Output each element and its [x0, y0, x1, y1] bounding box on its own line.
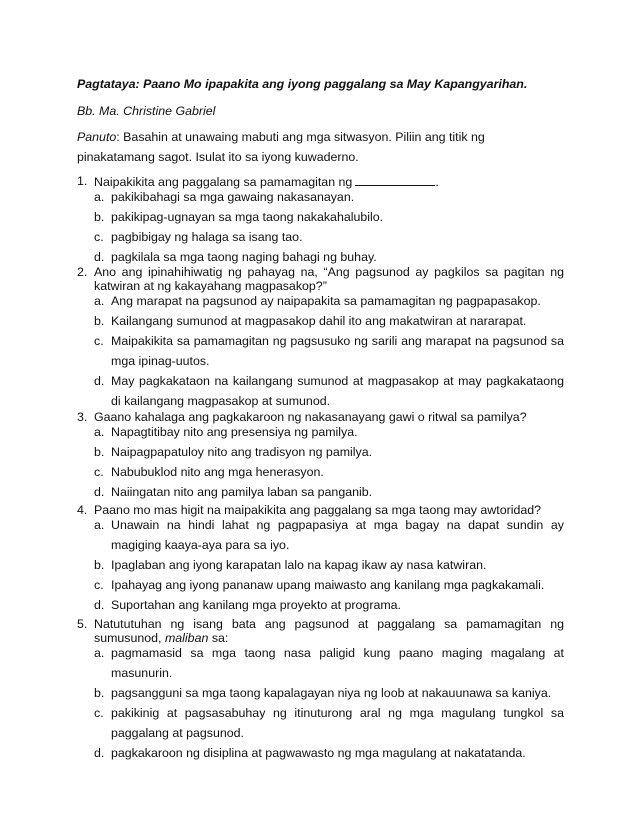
question-text-end: . — [435, 175, 439, 189]
option-letter: d. — [94, 374, 105, 388]
option-c — [94, 575, 564, 595]
option-text: pakikibahagi sa mga gawaing nakasanayan. — [111, 190, 355, 204]
option-letter: b. — [94, 686, 105, 700]
option-b — [94, 683, 564, 703]
option-letter: d. — [94, 598, 105, 612]
question-text: Natututuhan ng isang bata ang pagsunod at paggalang sa pamamagitan ng sumusunod, — [94, 617, 564, 645]
question-text-end: sa: — [208, 631, 229, 645]
option-c — [94, 703, 564, 743]
option-letter: d. — [94, 746, 105, 760]
option-text: pagkakaroon ng disiplina at pagwawasto ng mga magulang at nakatatanda. — [111, 746, 526, 760]
option-d — [94, 482, 564, 502]
option-letter: b. — [94, 445, 105, 459]
option-letter: c. — [94, 334, 104, 348]
option-letter: a. — [94, 294, 105, 308]
instructions-label: Panuto — [77, 130, 117, 144]
question-emphasis: maliban — [164, 631, 209, 645]
answer-blank — [355, 174, 435, 186]
option-text: pagsangguni sa mga taong kapalagayan niya ng loob at nakauunawa sa kaniya. — [111, 686, 552, 700]
option-text: Kailangang sumunod at magpasakop dahil ito ang makatwiran at nararapat. — [111, 314, 527, 328]
question-4 — [77, 503, 564, 615]
option-letter: d. — [94, 485, 105, 499]
option-d — [94, 743, 564, 763]
option-text: Naiingatan nito ang pamilya laban sa panganib. — [111, 485, 373, 499]
option-letter: b. — [94, 210, 105, 224]
option-text: pakikinig at pagsasabuhay ng itinuturong aral ng mga magulang tungkol sa paggalang at pagsunod. — [111, 706, 564, 740]
option-letter: a. — [94, 518, 105, 532]
option-letter: c. — [94, 230, 104, 244]
option-a — [94, 291, 564, 311]
question-number: 1. — [77, 174, 88, 188]
option-b — [94, 207, 564, 227]
option-letter: b. — [94, 558, 105, 572]
question-number: 4. — [77, 503, 88, 517]
option-c — [94, 227, 564, 247]
question-text: Gaano kahalaga ang pagkakaroon ng nakasanayang gawi o ritwal sa pamilya? — [94, 410, 527, 424]
option-b — [94, 555, 564, 575]
option-text: pagbibigay ng halaga sa isang tao. — [111, 230, 303, 244]
question-3 — [77, 410, 564, 502]
page-title: Pagtataya: Paano Mo ipapakita ang iyong paggalang sa May Kapangyarihan. — [77, 77, 528, 91]
option-letter: b. — [94, 314, 105, 328]
option-text: Maipakikita sa pamamagitan ng pagsusuko ng sarili ang marapat na pagsunod sa mga ipinag-uutos. — [111, 334, 564, 368]
question-text: Paano mo mas higit na maipakikita ang paggalang sa mga taong may awtoridad? — [94, 503, 542, 517]
option-letter: c. — [94, 465, 104, 479]
option-text: Unawain na hindi lahat ng pagpapasiya at mga bagay na dapat sundin ay magiging kaaya-aya para sa iyo. — [111, 518, 564, 552]
question-text: Naipakikita ang paggalang sa pamamagitan ng — [94, 175, 353, 189]
question-number: 3. — [77, 410, 88, 424]
option-text: pagmamasid sa mga taong nasa paligid kung paano maging magalang at masunurin. — [111, 646, 564, 680]
option-text: Ipaglaban ang iyong karapatan lalo na kapag ikaw ay nasa katwiran. — [111, 558, 487, 572]
option-letter: a. — [94, 425, 105, 439]
option-text: Ipahayag ang iyong pananaw upang maiwasto ang kanilang mga pagkakamali. — [111, 578, 545, 592]
option-text: Ang marapat na pagsunod ay naipapakita sa pamamagitan ng pagpapasakop. — [111, 294, 541, 308]
author-name: Bb. Ma. Christine Gabriel — [77, 104, 216, 118]
option-a — [94, 187, 564, 207]
option-text: May pagkakataon na kailangang sumunod at magpasakop at may pagkakataong di kailangang magpasakop at sumunod. — [111, 374, 564, 408]
question-number: 2. — [77, 265, 88, 279]
instructions — [77, 127, 564, 167]
option-a — [94, 643, 564, 683]
option-a — [94, 422, 564, 442]
option-text: Nabubuklod nito ang mga henerasyon. — [111, 465, 324, 479]
option-b — [94, 442, 564, 462]
option-text: Napagtitibay nito ang presensiya ng pamilya. — [111, 425, 358, 439]
question-text: Ano ang ipinahihiwatig ng pahayag na, “Ang pagsunod ay pagkilos sa pagitan ng katwiran at ng kakayahang magpasakop?” — [94, 265, 564, 293]
option-a — [94, 515, 564, 555]
question-1 — [77, 174, 564, 267]
option-letter: d. — [94, 250, 105, 264]
option-letter: c. — [94, 706, 104, 720]
option-text: Suportahan ang kanilang mga proyekto at programa. — [111, 598, 401, 612]
question-number: 5. — [77, 617, 88, 631]
option-d — [94, 595, 564, 615]
option-letter: c. — [94, 578, 104, 592]
option-d — [94, 247, 564, 267]
question-2 — [77, 265, 564, 411]
option-text: Naipagpapatuloy nito ang tradisyon ng pamilya. — [111, 445, 373, 459]
option-letter: a. — [94, 190, 105, 204]
option-letter: a. — [94, 646, 105, 660]
option-d — [94, 371, 564, 411]
option-c — [94, 331, 564, 371]
option-text: pagkilala sa mga taong naging bahagi ng buhay. — [111, 250, 377, 264]
option-text: pakikipag-ugnayan sa mga taong nakakahalubilo. — [111, 210, 384, 224]
option-b — [94, 311, 564, 331]
question-5 — [77, 617, 564, 763]
instructions-text: : Basahin at unawaing mabuti ang mga sitwasyon. Piliin ang titik ng pinakatamang sagot. Isulat ito sa iyong kuwaderno. — [77, 130, 485, 164]
option-c — [94, 462, 564, 482]
